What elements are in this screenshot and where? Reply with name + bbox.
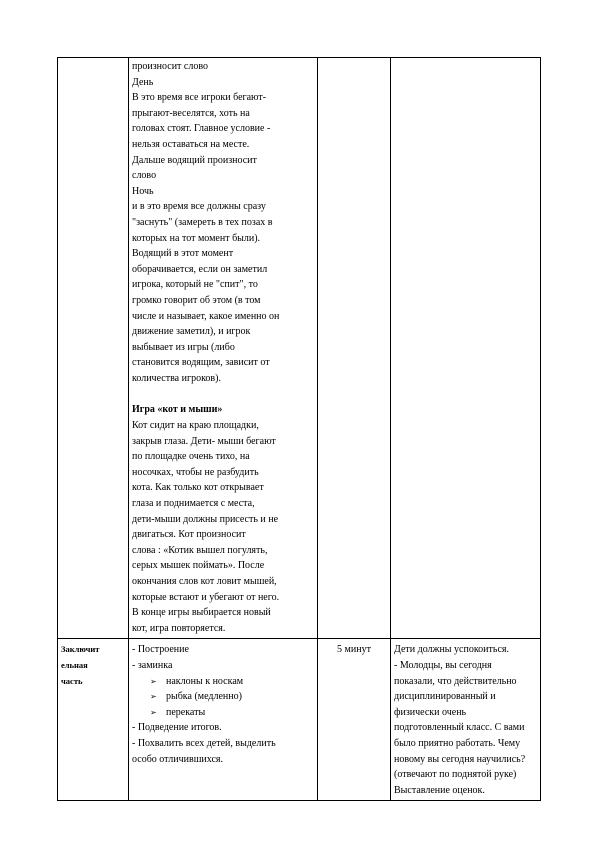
text-line: показали, что действительно (394, 675, 517, 687)
duration: 5 минут (337, 644, 371, 656)
text-line: В это время все игроки бегают- (132, 92, 267, 104)
text-line: выбывает из игры (либо (132, 341, 235, 353)
text-line: подготовленный класс. С вами (394, 722, 525, 734)
text-line: Водящий в этот момент (132, 248, 234, 260)
game-title: Игра «кот и мыши» (132, 404, 223, 416)
text-line: День (132, 76, 154, 88)
exercise-list (132, 674, 314, 721)
section-title-line: ельная (61, 659, 88, 670)
text-line: окончания слов кот ловит мышей, (132, 576, 277, 587)
time-cell (318, 639, 391, 801)
section-title (61, 642, 125, 689)
text-line: кота. Как только кот открывает (132, 482, 264, 494)
text-line: Ночь (132, 185, 154, 197)
text-line: слова : «Котик вышел погулять, (132, 544, 268, 556)
text-line: В конце игры выбирается новый (132, 607, 271, 619)
text-line: слово (132, 170, 157, 182)
section-title-line: Заключит (61, 644, 100, 655)
exercise-label: рыбка (медленно) (166, 691, 242, 703)
text-line: Дети должны успокоиться. (394, 644, 509, 656)
text-line: которые встают и убегают от него. (132, 591, 280, 603)
text-line: двигаться. Кот произносит (132, 529, 246, 541)
text-line: носочках, чтобы не разбудить (132, 466, 259, 478)
arrowhead-bullet-icon: ➢ (150, 692, 157, 702)
game-description (132, 59, 314, 386)
arrowhead-bullet-icon: ➢ (150, 707, 157, 717)
list-item (132, 705, 314, 721)
exercise-label: перекаты (166, 706, 206, 718)
text-line: нельзя оставаться на месте. (132, 138, 250, 150)
game-rules (132, 418, 314, 636)
text-line: головах стоят. Главное условие - (132, 123, 271, 135)
section-cell (58, 639, 129, 801)
section-cell (58, 58, 129, 639)
text-line: и в это время все должны сразу (132, 201, 266, 213)
teacher-notes (394, 642, 537, 798)
text-line: количества игроков). (132, 372, 221, 384)
text-line: громко говорит об этом (в том (132, 294, 261, 306)
notes-cell (391, 639, 541, 801)
lesson-plan-table (57, 57, 541, 801)
time-cell (318, 58, 391, 639)
notes-cell (391, 58, 541, 639)
text-line: было приятно работать. Чему (394, 737, 521, 749)
section-title-line: часть (61, 675, 83, 686)
text-line: новому вы сегодня научились? (394, 753, 526, 765)
text-line: (отвечают по поднятой руке) (394, 769, 517, 781)
text-line: - Молодцы, вы сегодня (394, 659, 492, 671)
content-cell (129, 58, 318, 639)
text-line: оборачивается, если он заметил (132, 263, 268, 275)
text-line: Дальше водящий произносит (132, 154, 257, 166)
text-line: прыгают-веселятся, хоть на (132, 107, 250, 119)
list-item: особо отличившихся. (132, 753, 224, 765)
list-item: - заминка (132, 659, 173, 671)
text-line: кот, игра повторяется. (132, 622, 226, 634)
text-line: числе и называет, какое именно он (132, 310, 280, 322)
text-line: движение заметил), и игрок (132, 326, 251, 338)
text-line: которых на тот момент были). (132, 232, 261, 244)
text-line: игрока, который не "спит", то (132, 279, 258, 291)
list-item (132, 689, 314, 705)
text-line: дисциплинированный и (394, 691, 496, 703)
content-list (132, 720, 314, 767)
table-row (58, 639, 541, 801)
text-line: серых мышек поймать». После (132, 560, 265, 572)
content-cell (129, 639, 318, 801)
text-line: Выставление оценок. (394, 784, 485, 796)
arrowhead-bullet-icon: ➢ (150, 676, 157, 686)
list-item: - Подведение итогов. (132, 722, 222, 734)
text-line: "заснуть" (замереть в тех позах в (132, 216, 273, 228)
text-line: глаза и поднимается с места, (132, 498, 255, 510)
list-item (132, 674, 314, 690)
table-row (58, 58, 541, 639)
text-line: закрыв глаза. Дети- мыши бегают (132, 435, 276, 447)
text-line: становится водящим, зависит от (132, 357, 270, 369)
text-line: дети-мыши должны присесть и не (132, 513, 279, 525)
list-item: - Построение (132, 644, 189, 656)
text-line: Кот сидит на краю площадки, (132, 420, 259, 432)
text-line: физически очень (394, 706, 467, 718)
text-line: по площадке очень тихо, на (132, 451, 250, 463)
exercise-label: наклоны к носкам (166, 675, 244, 687)
text-line: произносит слово (132, 61, 208, 72)
content-list (132, 642, 314, 673)
list-item: - Похвалить всех детей, выделить (132, 737, 276, 749)
